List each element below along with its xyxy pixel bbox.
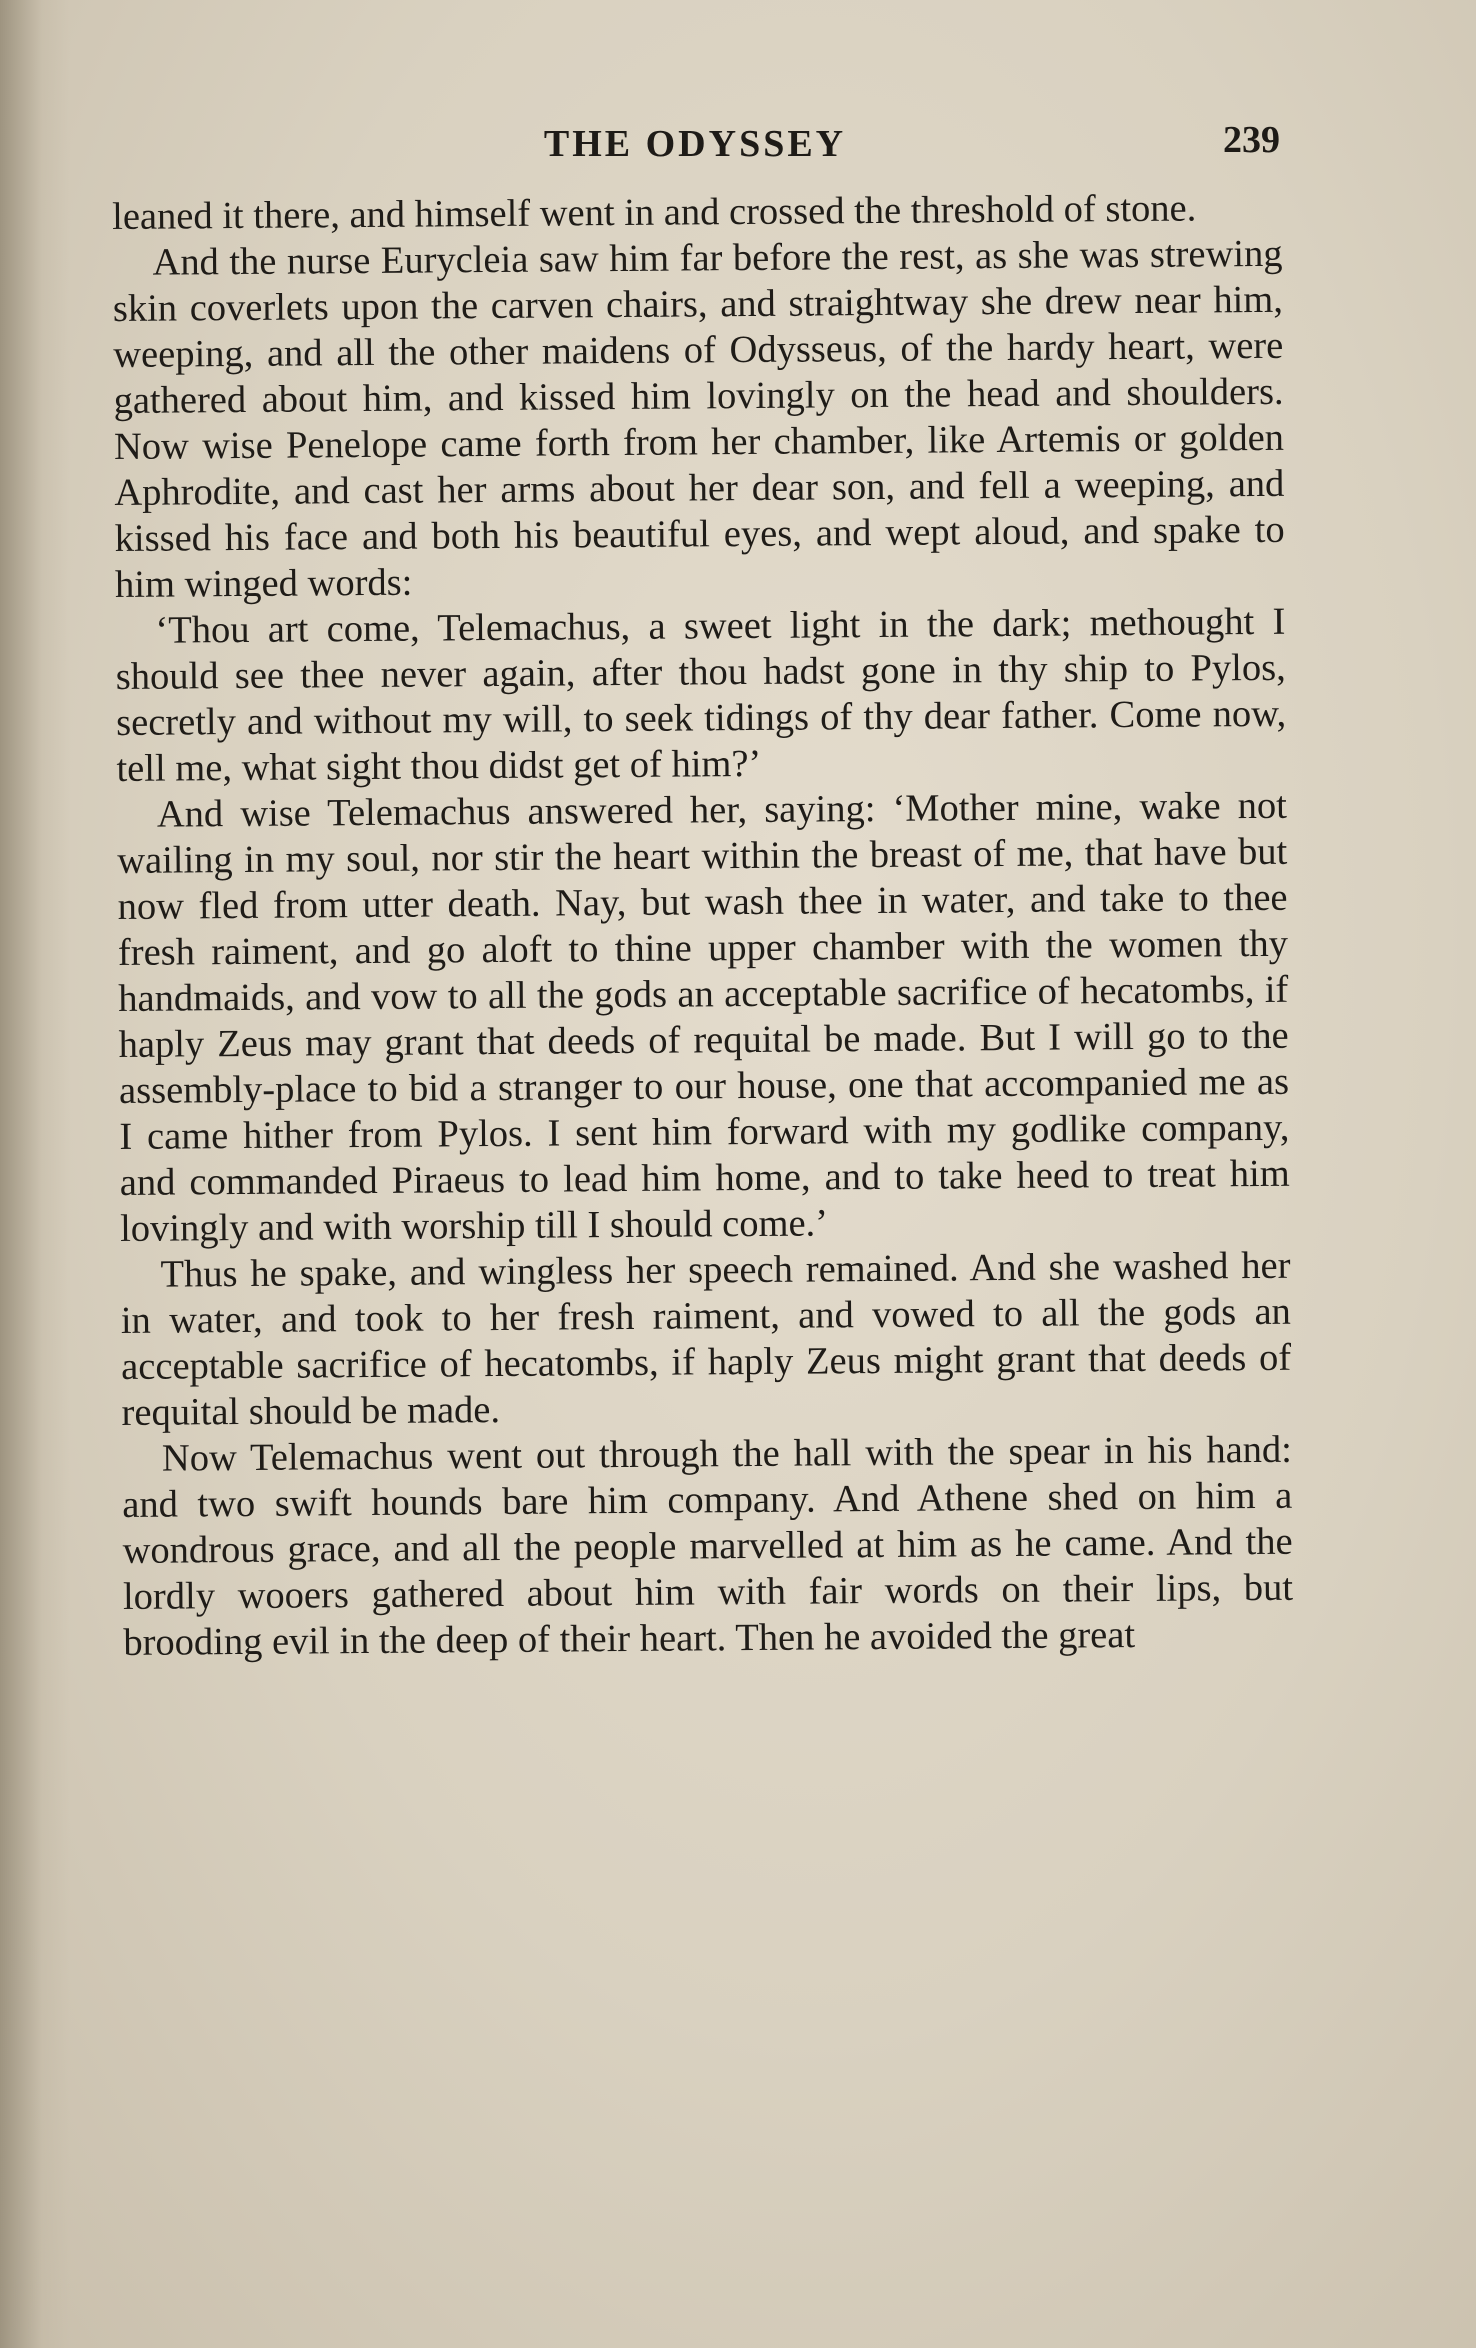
paragraph-6: Now Telemachus went out through the hall with the spear in his hand: and two swift hounds bare him company. And Athene shed on him a wondrous grace, and all the people marvelled at him as he came. And the lordly wooers gathered about him with fair words on their lips, but brooding evil in the deep of their heart. Then he avoided the great bbox=[122, 1428, 1294, 1664]
paragraph-4: And wise Telemachus answered her, saying: ‘Mother mine, wake not wailing in my soul, nor stir the heart within the breast of me, that have but now fled from utter death. Nay, but wash thee in water, and take to thee fresh raiment, and go aloft to thine upper chamber with the women thy handmaids, and vow to all the gods an acceptable sacrifice of hecatombs, if haply Zeus may grant that deeds of requital be made. But I will go to the assembly-place to bid a stranger to our house, one that accompanied me as I came hither from Pylos. I sent him forward with my godlike company, and commanded Piraeus to lead him home, and to take heed to treat him lovingly and with worship till I should come.’ bbox=[117, 784, 1290, 1250]
running-head bbox=[110, 118, 1280, 178]
paragraph-3: ‘Thou art come, Telemachus, a sweet light in the dark; methought I should see thee never again, after thou hadst gone in thy ship to Pylos, secretly and without my will, to seek tidings of thy dear father. Come now, tell me, what sight thou didst get of him?’ bbox=[115, 600, 1287, 790]
book-title: THE ODYSSEY bbox=[543, 123, 847, 165]
paragraph-1: leaned it there, and himself went in and crossed the threshold of stone. bbox=[112, 187, 1197, 238]
body-text bbox=[112, 185, 1294, 1666]
paragraph-5: Thus he spake, and wingless her speech remained. And she washed her in water, and took to her fresh raiment, and vowed to all the gods an acceptable sacrifice of hecatombs, if haply Zeus might grant that deeds of requital should be made. bbox=[120, 1244, 1292, 1434]
page-number: 239 bbox=[1223, 119, 1280, 161]
paragraph-2: And the nurse Eurycleia saw him far before the rest, as she was strewing skin coverlets upon the carven chairs, and straightway she drew near him, weeping, and all the other maidens of Odysseus, of the hardy heart, were gathered about him, and kissed him lovingly on the head and shoulders. Now wise Penelope came forth from her chamber, like Artemis or golden Aphrodite, and cast her arms about her dear son, and fell a weeping, and kissed his face and both his beautiful eyes, and wept aloud, and spake to him winged words: bbox=[112, 232, 1285, 606]
